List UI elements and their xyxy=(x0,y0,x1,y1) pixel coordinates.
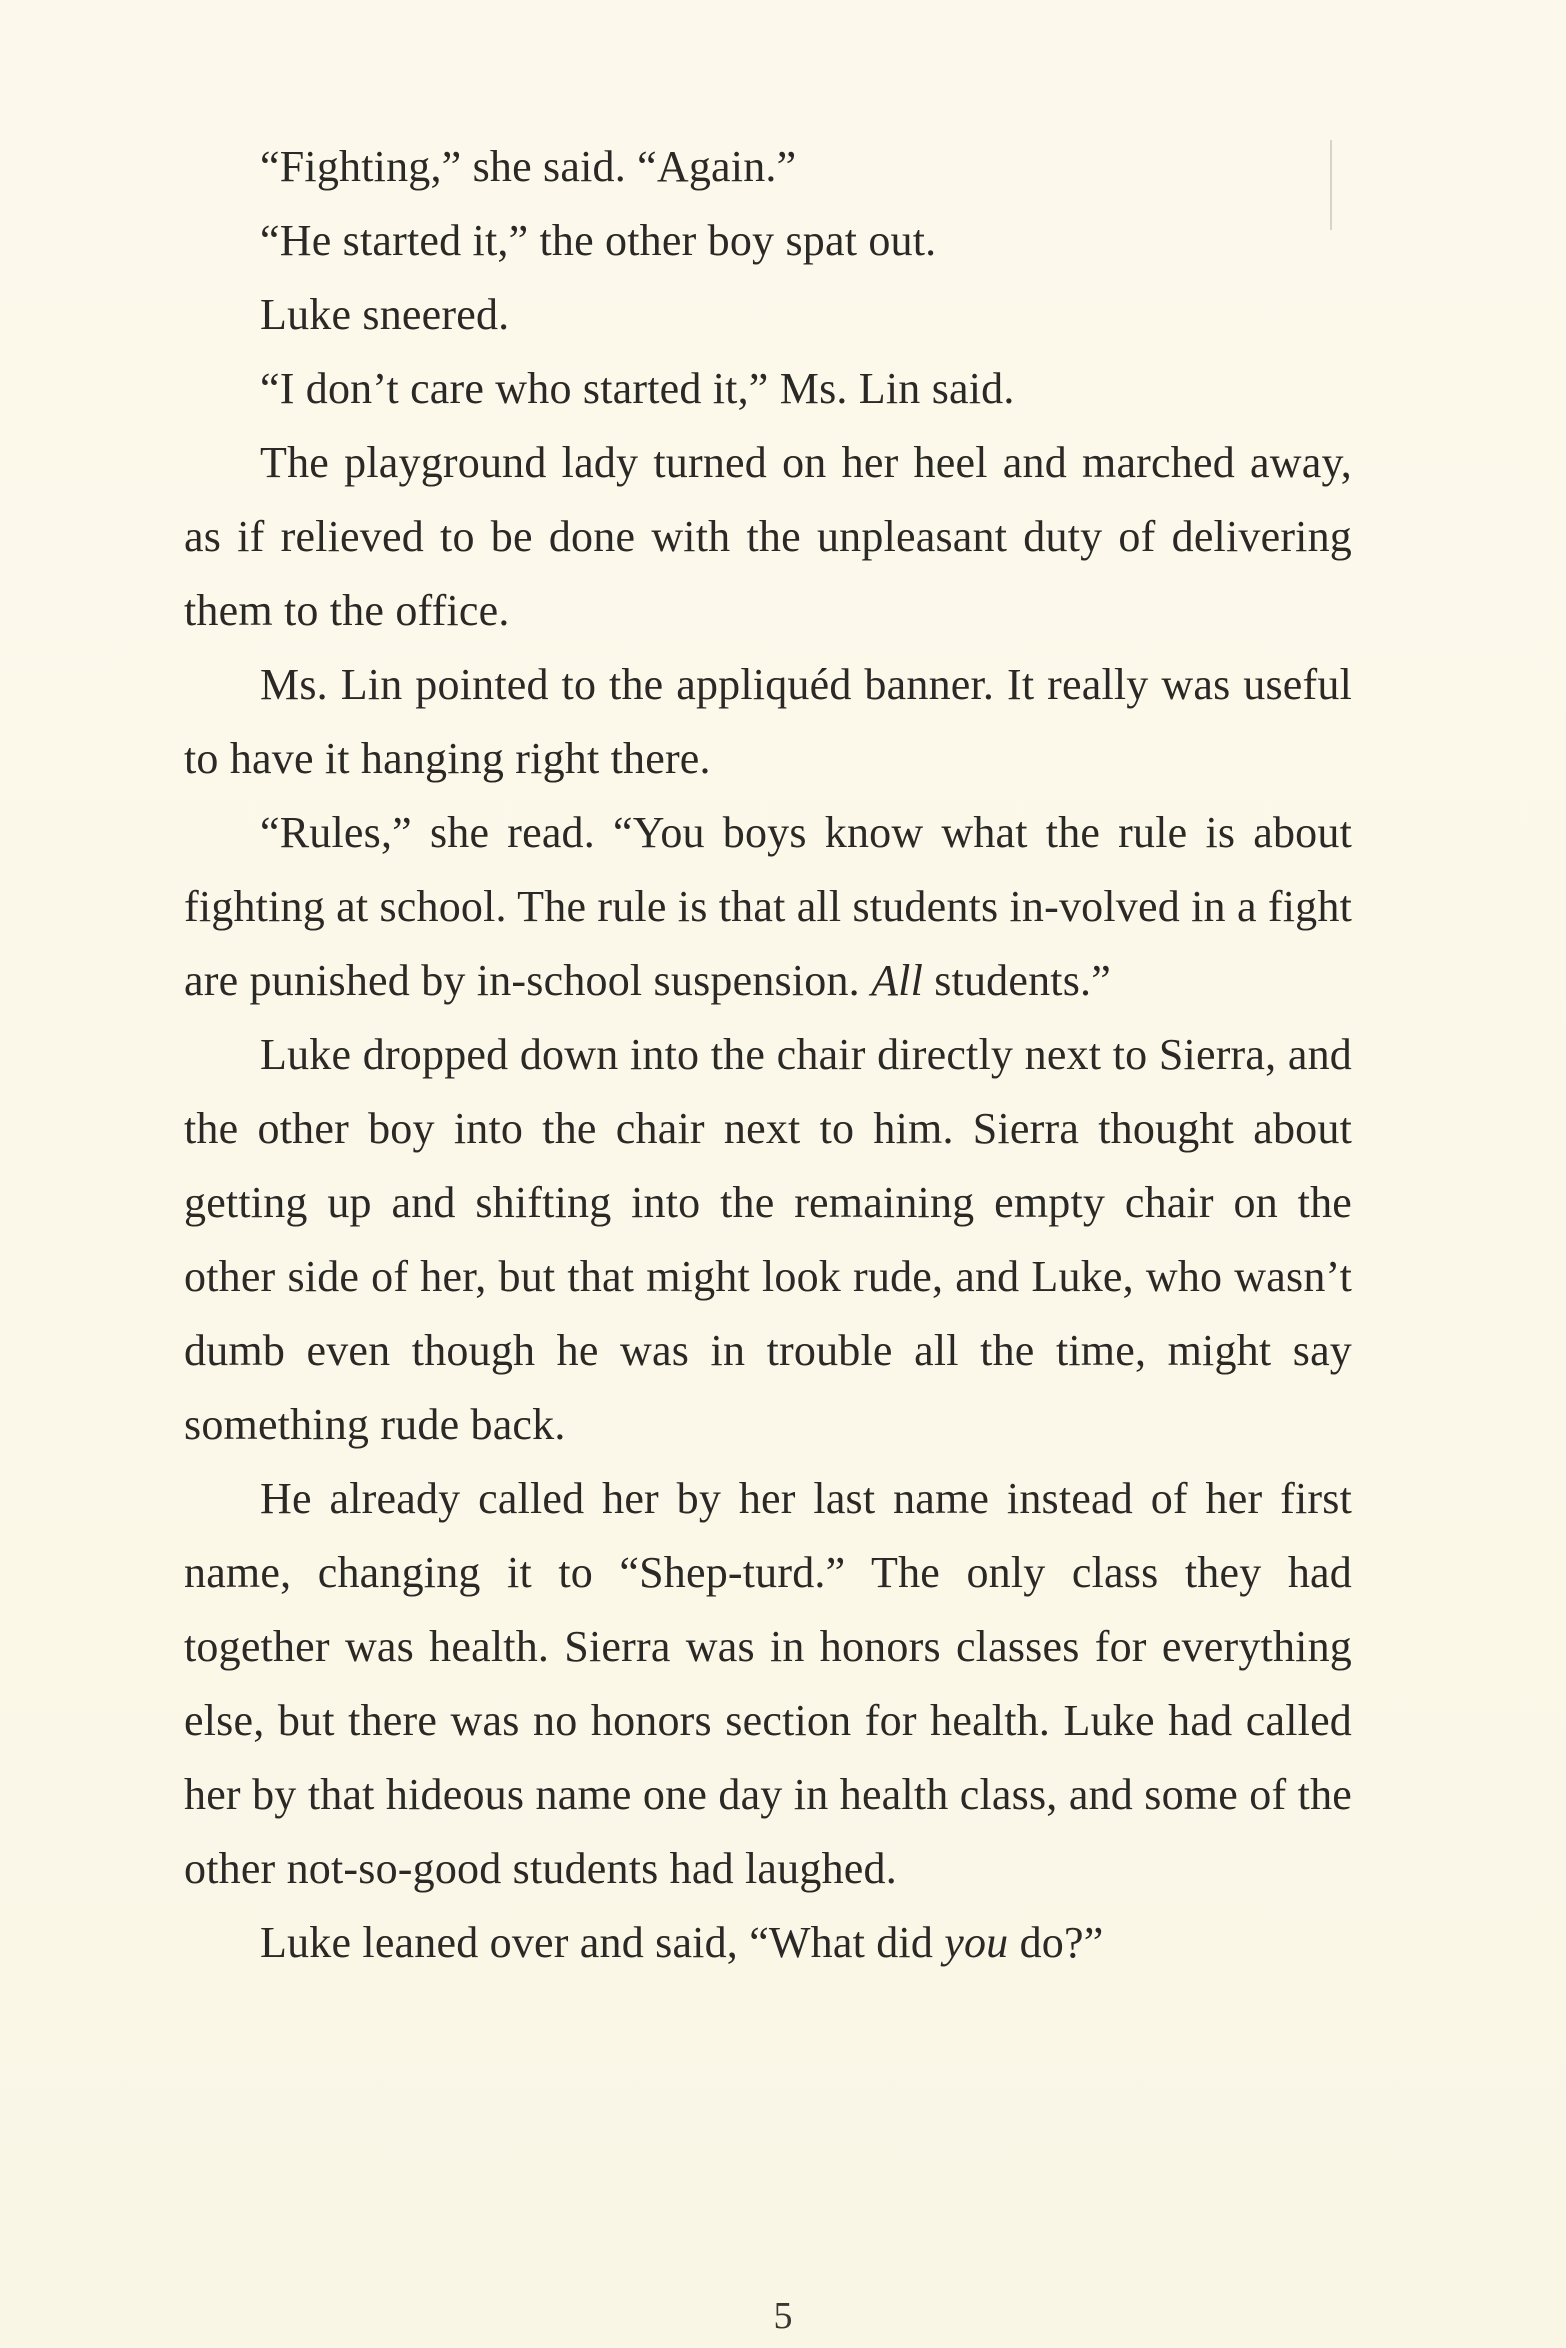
page-number: 5 xyxy=(773,2295,793,2337)
paragraph-6: Ms. Lin pointed to the appliquéd banner. It really was useful to have it hanging right there. xyxy=(184,660,1352,783)
paragraph-2: “He started it,” the other boy spat out. xyxy=(260,216,937,265)
body-text xyxy=(184,130,1352,1980)
paragraph-5: The playground lady turned on her heel and marched away, as if relieved to be done with the unpleasant duty of delivering them to the office. xyxy=(184,438,1352,635)
paragraph-4: “I don’t care who started it,” Ms. Lin said. xyxy=(260,364,1015,413)
paragraph-3: Luke sneered. xyxy=(260,290,510,339)
paragraph-9: He already called her by her last name instead of her first name, changing it to “Shep-turd.” The only class they had together was health. Sierra was in honors classes for everything else, but there was no honors section for health. Luke had called her by that hideous name one day in health class, and some of the other not-so-good students had laughed. xyxy=(184,1474,1352,1893)
paragraph-1: “Fighting,” she said. “Again.” xyxy=(260,142,797,191)
paragraph-10-tail: do?” xyxy=(1008,1918,1104,1967)
paragraph-7-text: “Rules,” she read. “You boys know what the rule is about fighting at school. The rule is that all students in-volved in a fight are punished by in-school suspension. xyxy=(184,808,1352,1005)
paragraph-7-italic: All xyxy=(871,956,924,1005)
paragraph-10 xyxy=(184,1906,1352,1980)
paragraph-7 xyxy=(184,796,1352,1018)
paragraph-8: Luke dropped down into the chair directly next to Sierra, and the other boy into the chair next to him. Sierra thought about getting up and shifting into the remaining empty chair on the other side of her, but that might look rude, and Luke, who wasn’t dumb even though he was in trouble all the time, might say something rude back. xyxy=(184,1030,1352,1449)
paragraph-10-text: Luke leaned over and said, “What did xyxy=(260,1918,934,1967)
paragraph-7-tail: students.” xyxy=(923,956,1111,1005)
paragraph-10-italic: you xyxy=(944,1918,1009,1967)
